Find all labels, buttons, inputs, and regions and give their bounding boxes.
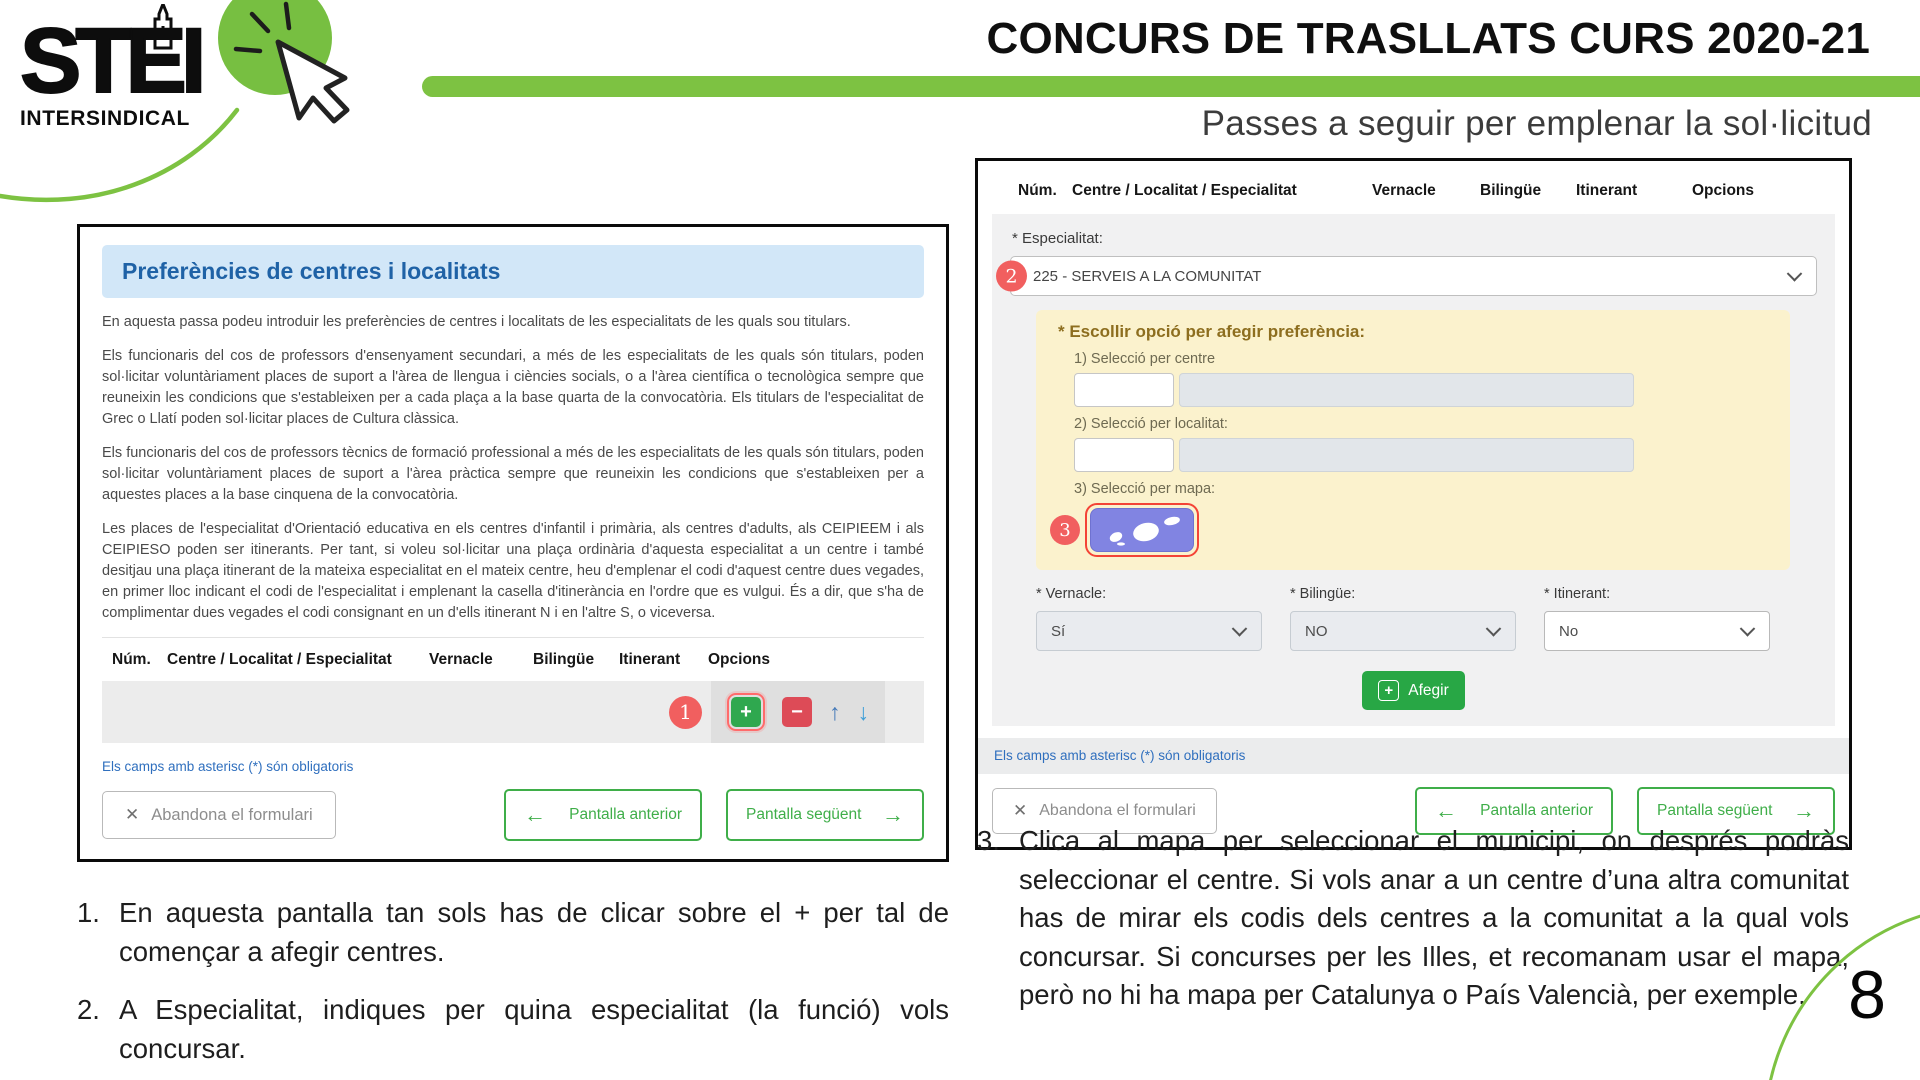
itinerant-select[interactable]	[1544, 611, 1770, 651]
panel-heading: Preferències de centres i localitats	[102, 245, 924, 298]
close-icon: ✕	[125, 805, 140, 825]
empty-preferences-row	[102, 681, 924, 743]
add-highlight-ring	[727, 693, 765, 731]
logo-text: STEI	[20, 10, 201, 112]
map-select-button[interactable]	[1090, 508, 1194, 552]
option-choice-box	[1036, 310, 1790, 570]
stei-logo	[20, 10, 230, 131]
abandon-form-button[interactable]	[102, 791, 336, 839]
balearic-islands-map-icon	[1094, 512, 1190, 548]
especialitat-value: 225 - SERVEIS A LA COMUNITAT	[1033, 267, 1262, 285]
item-text: En aquesta pantalla tan sols has de clicar sobre el + per tal de començar a afegir centres.	[119, 897, 949, 967]
previous-label: Pantalla anterior	[569, 806, 682, 824]
screenshot-preferencies-panel	[77, 224, 949, 862]
page-number: 8	[1848, 957, 1886, 1033]
annotation-1-badge: 1	[669, 696, 702, 729]
pagination-buttons	[504, 789, 924, 841]
centre-selection-row	[1074, 373, 1768, 407]
vernacle-value: Sí	[1051, 622, 1066, 640]
afegir-label: Afegir	[1408, 681, 1449, 699]
required-fields-note: Els camps amb asterisc (*) són obligatoris	[102, 759, 354, 775]
page-subtitle: Passes a seguir per emplenar la sol·licitud	[1201, 104, 1872, 143]
map-selection-row	[1050, 503, 1768, 557]
col-vernacle: Vernacle	[429, 651, 493, 669]
col-num: Núm.	[112, 651, 151, 669]
arrow-left-icon: ←	[524, 802, 546, 828]
centre-code-input[interactable]	[1074, 373, 1174, 407]
move-down-icon[interactable]: ↓	[857, 698, 869, 725]
especialitat-label: * Especialitat:	[1012, 230, 1103, 247]
annotation-3-badge: 3	[1050, 515, 1080, 545]
annotation-2-badge: 2	[996, 261, 1027, 292]
next-screen-button[interactable]	[726, 789, 924, 841]
arrow-left-icon: ←	[1435, 798, 1457, 823]
preferences-table-header	[992, 169, 1835, 212]
col-itinerant: Itinerant	[1576, 182, 1638, 199]
instruction-item-3	[977, 822, 1849, 1015]
required-note-strip	[978, 738, 1849, 774]
item-number: 1.	[77, 897, 100, 928]
item-text: Clica al mapa per seleccionar el municipi, on després podràs seleccionar el centre. Si vols anar a un centre d’una altra comunitat has de mirar els codis dels centres a la comunitat a la qual vols concursar. Si concurses per les Illes, et recomanam usar el mapa, però no hi ha mapa per Catalunya o País Valencià, per exemple.	[1019, 825, 1849, 1010]
close-icon: ✕	[1013, 801, 1028, 820]
tower-icon	[146, 4, 180, 54]
centre-name-input[interactable]	[1179, 373, 1634, 407]
vernacle-select[interactable]	[1036, 611, 1262, 651]
chevron-down-icon	[1740, 621, 1756, 637]
itinerant-value: No	[1559, 622, 1579, 640]
required-fields-note: Els camps amb asterisc (*) són obligatoris	[994, 748, 1246, 763]
col-vernacle: Vernacle	[1372, 182, 1436, 199]
afegir-button-wrap	[1010, 671, 1817, 710]
instructions-left-column	[77, 894, 949, 1080]
previous-screen-button[interactable]	[504, 789, 702, 841]
col-centre: Centre / Localitat / Especialitat	[1072, 182, 1297, 199]
arrow-right-icon: →	[1793, 798, 1815, 823]
col-itinerant: Itinerant	[619, 651, 681, 669]
col-num: Núm.	[1018, 182, 1057, 199]
chevron-down-icon	[1232, 621, 1248, 637]
screenshot-afegir-panel	[975, 158, 1852, 850]
paragraph: Les places de l'especialitat d'Orientació educativa en els centres d'infantil i primària, als centres d'adults, als CEIPIEEM i als CEIPIESO poden ser itinerants. Per tant, si voleu sol·licitar una plaça ordinària d'aquesta especialitat a un centre i també desitjau una plaça itinerant de la mateixa especialitat en el mateix centre, heu d'emplenar el codi d'aquest centre dues vegades, en primer lloc indicant el codi de l'especialitat i emplenant la casella d'itinerància en l'ordre que es vulgui. És a dir, que s'ha de complimentar dues vegades el codi consignant en un d'ells itinerant N i en l'altre S, o viceversa.	[102, 521, 924, 622]
item-number: 2.	[77, 994, 100, 1025]
flags-selects-row	[1036, 586, 1817, 651]
instructions-right-column	[977, 822, 1849, 1035]
item-number: 3.	[977, 825, 1000, 856]
chevron-down-icon	[1486, 621, 1502, 637]
locality-name-input[interactable]	[1179, 438, 1634, 472]
paragraph: En aquesta passa podeu introduir les preferències de centres i localitats de les especialitats de les quals sou titulars.	[102, 314, 851, 330]
col-opcions: Opcions	[708, 651, 771, 669]
itinerant-label: * Itinerant:	[1544, 586, 1611, 602]
bilingue-label: * Bilingüe:	[1290, 586, 1356, 602]
afegir-button[interactable]	[1362, 671, 1465, 710]
title-underline-bar	[422, 76, 1920, 97]
remove-row-button[interactable]: −	[782, 697, 812, 727]
add-preference-form	[992, 214, 1835, 726]
paragraph: Els funcionaris del cos de professors tècnics de formació professional a més de les especialitats de les quals són titulars, poden sol·licitar voluntàriament places de suport a l'àrea pràctica sempre que reuneixin les condicions que s'estableixen per a aquestes places a la base cinquena de la convocatòria.	[102, 445, 924, 504]
logo-subtext: INTERSINDICAL	[20, 107, 190, 131]
next-label: Pantalla següent	[1657, 802, 1773, 819]
vernacle-label: * Vernacle:	[1036, 586, 1107, 602]
abandon-label: Abandona el formulari	[151, 805, 313, 824]
instruction-item-2	[77, 991, 949, 1068]
page-title: CONCURS DE TRASLLATS CURS 2020-21	[986, 14, 1870, 63]
bilingue-field	[1290, 586, 1516, 651]
plus-icon: +	[1378, 680, 1399, 701]
abandon-label: Abandona el formulari	[1039, 802, 1196, 819]
locality-selection-row	[1074, 438, 1768, 472]
instruction-item-1	[77, 894, 949, 971]
form-nav-buttons	[102, 789, 924, 841]
locality-code-input[interactable]	[1074, 438, 1174, 472]
previous-label: Pantalla anterior	[1480, 802, 1593, 819]
col-bilingue: Bilingüe	[1480, 182, 1542, 199]
paragraph: Els funcionaris del cos de professors d'ensenyament secundari, a més de les especialitats de les quals són titulars, poden sol·licitar voluntàriament places de suport a l'àrea de llengua i ciències socials, o a l'àrea científica o tecnològica sempre que reuneixin les condicions que s'estableixen per a cada plaça a la base quarta de la convocatòria. Els titulars de l'especialitat de Grec o Llatí poden sol·licitar places de Cultura clàssica.	[102, 348, 924, 428]
add-row-button[interactable]: +	[731, 697, 761, 727]
preferences-table-header	[102, 638, 924, 681]
col-centre: Centre / Localitat / Especialitat	[167, 651, 392, 669]
especialitat-select[interactable]	[1005, 256, 1817, 296]
col-bilingue: Bilingüe	[533, 651, 595, 669]
chevron-down-icon	[1787, 266, 1803, 282]
option1-label: 1) Selecció per centre	[1074, 351, 1216, 367]
map-highlight-ring	[1085, 503, 1199, 557]
itinerant-field	[1544, 586, 1770, 651]
next-label: Pantalla següent	[746, 806, 862, 824]
option-box-title: * Escollir opció per afegir preferència:	[1058, 322, 1366, 341]
row-options-strip	[711, 681, 885, 743]
bilingue-select[interactable]	[1290, 611, 1516, 651]
item-text: A Especialitat, indiques per quina especialitat (la funció) vols concursar.	[119, 994, 949, 1064]
col-opcions: Opcions	[1692, 182, 1755, 199]
option3-label: 3) Selecció per mapa:	[1074, 481, 1216, 497]
arrow-right-icon: →	[882, 802, 904, 828]
move-up-icon[interactable]: ↑	[829, 698, 841, 725]
option2-label: 2) Selecció per localitat:	[1074, 416, 1228, 432]
bilingue-value: NO	[1305, 622, 1328, 640]
vernacle-field	[1036, 586, 1262, 651]
